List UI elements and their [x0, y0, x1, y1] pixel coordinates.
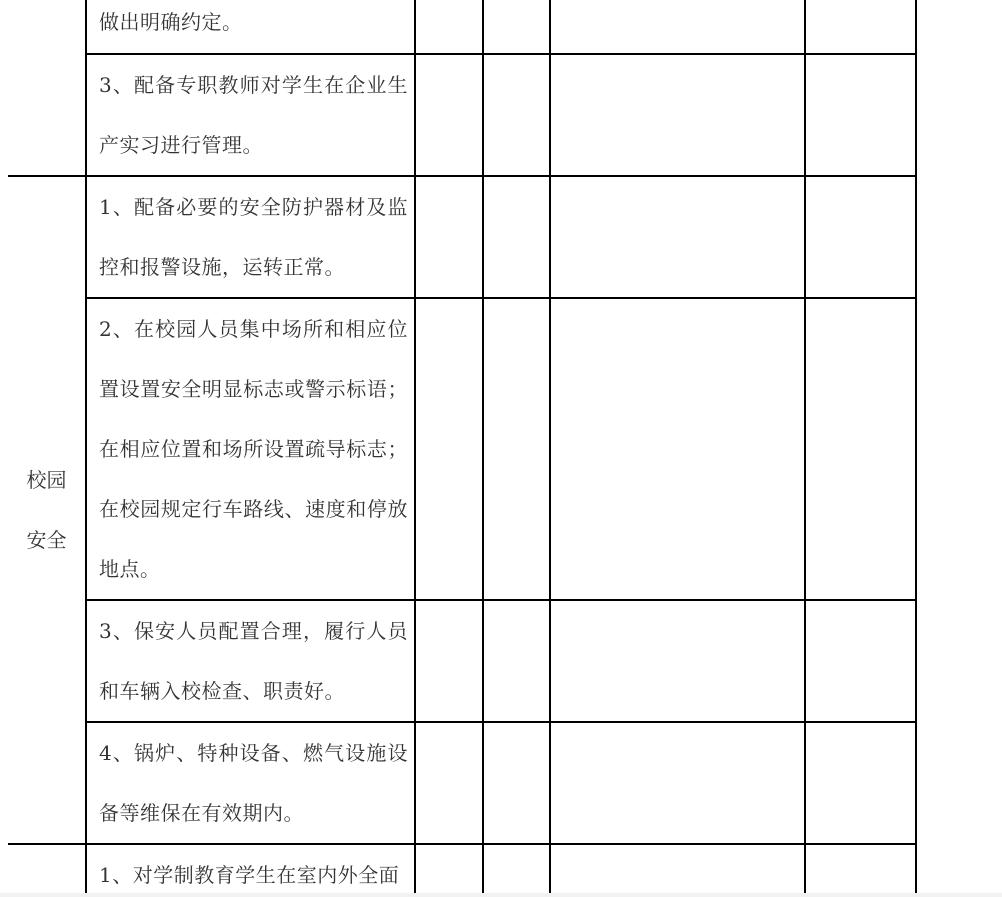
- item-cell: [86, 0, 415, 54]
- score-cell: [483, 844, 550, 897]
- inspection-table: [8, 0, 917, 897]
- score-cell: [415, 600, 483, 722]
- category-line: 校园: [26, 468, 67, 492]
- score-cell: [415, 722, 483, 844]
- score-cell: [483, 722, 550, 844]
- item-text: 做出明确约定。: [99, 9, 243, 34]
- item-cell: [86, 600, 415, 722]
- remark-cell: [550, 176, 805, 298]
- item-text: 3、配备专职教师对学生在企业生产实习进行管理。: [99, 73, 408, 157]
- remark-cell: [550, 298, 805, 600]
- category-cell-empty: [8, 844, 86, 897]
- score-cell: [483, 0, 550, 54]
- remark-cell: [550, 0, 805, 54]
- remark-cell: [805, 54, 916, 176]
- table-row: [8, 298, 916, 600]
- remark-cell: [550, 722, 805, 844]
- score-cell: [415, 176, 483, 298]
- score-cell: [483, 176, 550, 298]
- category-label: [27, 450, 67, 570]
- remark-cell: [805, 722, 916, 844]
- score-cell: [415, 54, 483, 176]
- score-cell: [483, 298, 550, 600]
- score-cell: [483, 54, 550, 176]
- item-cell: [86, 176, 415, 298]
- score-cell: [415, 0, 483, 54]
- category-cell-campus-safety: [8, 176, 86, 844]
- remark-cell: [550, 54, 805, 176]
- item-text: 1、配备必要的安全防护器材及监控和报警设施，运转正常。: [99, 195, 408, 279]
- page-bottom-edge: [0, 893, 1002, 897]
- table-row: [8, 176, 916, 298]
- remark-cell: [805, 844, 916, 897]
- table-row: [8, 722, 916, 844]
- item-cell: [86, 298, 415, 600]
- score-cell: [415, 298, 483, 600]
- table-row: [8, 600, 916, 722]
- item-cell: [86, 844, 415, 897]
- item-cell: [86, 722, 415, 844]
- item-text: 2、在校园人员集中场所和相应位置设置安全明显标志或警示标语；在相应位置和场所设置疏导标志；在校园规定行车路线、速度和停放地点。: [99, 317, 408, 581]
- remark-cell: [805, 176, 916, 298]
- score-cell: [415, 844, 483, 897]
- remark-cell: [550, 600, 805, 722]
- table-row: [8, 54, 916, 176]
- remark-cell: [805, 600, 916, 722]
- category-cell-empty: [8, 0, 86, 176]
- remark-cell: [805, 0, 916, 54]
- score-cell: [483, 600, 550, 722]
- table-row: [8, 0, 916, 54]
- item-text: 3、保安人员配置合理，履行人员和车辆入校检查、职责好。: [99, 619, 408, 703]
- category-line: 安全: [26, 528, 67, 552]
- item-text: 1、对学制教育学生在室内外全面: [99, 863, 400, 887]
- table-row: [8, 844, 916, 897]
- item-cell: [86, 54, 415, 176]
- remark-cell: [550, 844, 805, 897]
- item-text: 4、锅炉、特种设备、燃气设施设备等维保在有效期内。: [99, 741, 408, 825]
- remark-cell: [805, 298, 916, 600]
